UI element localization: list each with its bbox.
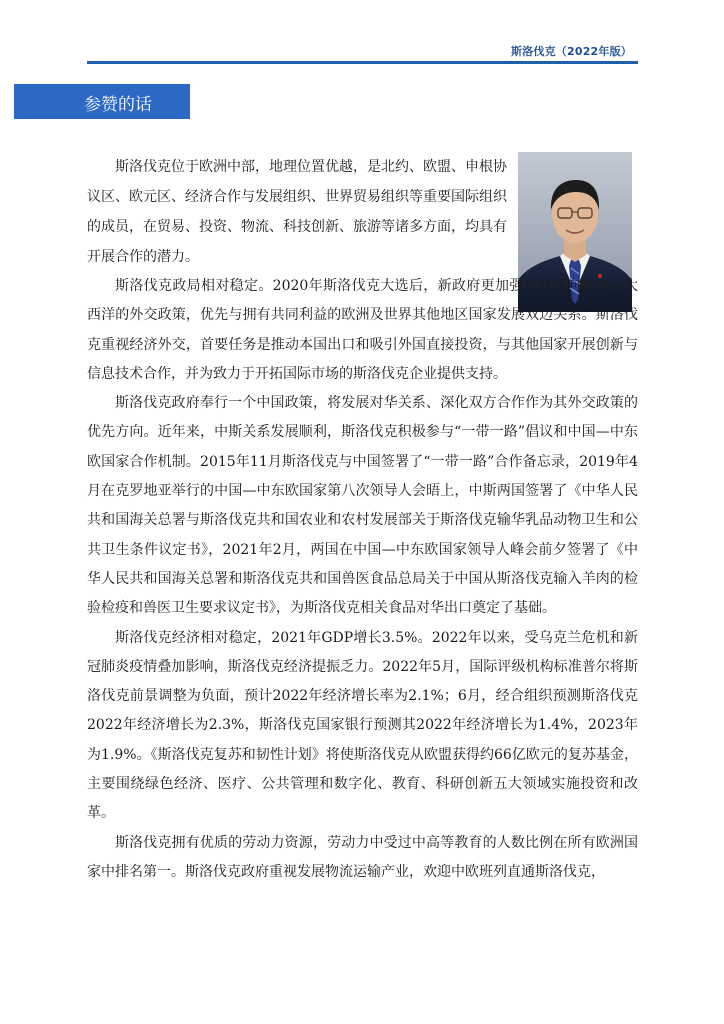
- section-heading-box: [14, 84, 190, 119]
- running-header-title: 斯洛伐克（2022年版）: [510, 45, 632, 58]
- header-divider: [87, 61, 638, 64]
- body-paragraphs: [87, 272, 638, 887]
- intro-paragraph-block: [87, 152, 507, 272]
- paragraph-5: 斯洛伐克拥有优质的劳动力资源，劳动力中受过中高等教育的人数比例在所有欧洲国家中排名第一。斯洛伐克政府重视发展物流运输产业，欢迎中欧班列直通斯洛伐克，: [87, 834, 638, 880]
- paragraph-3: 斯洛伐克政府奉行一个中国政策，将发展对华关系、深化双方合作作为其外交政策的优先方向。近年来，中斯关系发展顺利，斯洛伐克积极参与“一带一路”倡议和中国—中东欧国家合作机制。2015年11月斯洛伐克与中国签署了“一带一路”合作备忘录，2019年4月在克罗地亚举行的中国—中东欧国家第八次领导人会晤上，中斯两国签署了《中华人民共和国海关总署与斯洛伐克共和国农业和农村发展部关于斯洛伐克输华乳品动物卫生和公共卫生条件议定书》，2021年2月，两国在中国—中东欧国家领导人峰会前夕签署了《中华人民共和国海关总署和斯洛伐克共和国兽医食品总局关于中国从斯洛伐克输入羊肉的检验检疫和兽医卫生要求议定书》，为斯洛伐克相关食品对华出口奠定了基础。: [87, 395, 638, 617]
- paragraph-1: 斯洛伐克位于欧洲中部，地理位置优越，是北约、欧盟、申根协议区、欧元区、经济合作与发展组织、世界贸易组织等重要国际组织的成员，在贸易、投资、物流、科技创新、旅游等诸多方面，均具有开展合作的潜力。: [87, 159, 507, 265]
- paragraph-4: 斯洛伐克经济相对稳定，2021年GDP增长3.5%。2022年以来，受乌克兰危机和新冠肺炎疫情叠加影响，斯洛伐克经济提振乏力。2022年5月，国际评级机构标准普尔将斯洛伐克前景调整为负面，预计2022年经济增长率为2.1%；6月，经合组织预测斯洛伐克2022年经济增长为2.3%，斯洛伐克国家银行预测其2022年经济增长为1.4%，2023年为1.9%。《斯洛伐克复苏和韧性计划》将使斯洛伐克从欧盟获得约66亿欧元的复苏基金，主要围绕绿色经济、医疗、公共管理和数字化、教育、科研创新五大领域实施投资和改革。: [87, 629, 638, 822]
- paragraph-2: 斯洛伐克政局相对稳定。2020年斯洛伐克大选后，新政府更加强调其面向欧洲—大西洋的外交政策，优先与拥有共同利益的欧洲及世界其他地区国家发展双边关系。斯洛伐克重视经济外交，首要任务是推动本国出口和吸引外国直接投资，与其他国家开展创新与信息技术合作，并为致力于开拓国际市场的斯洛伐克企业提供支持。: [87, 278, 638, 382]
- section-heading: 参赞的话: [84, 95, 152, 115]
